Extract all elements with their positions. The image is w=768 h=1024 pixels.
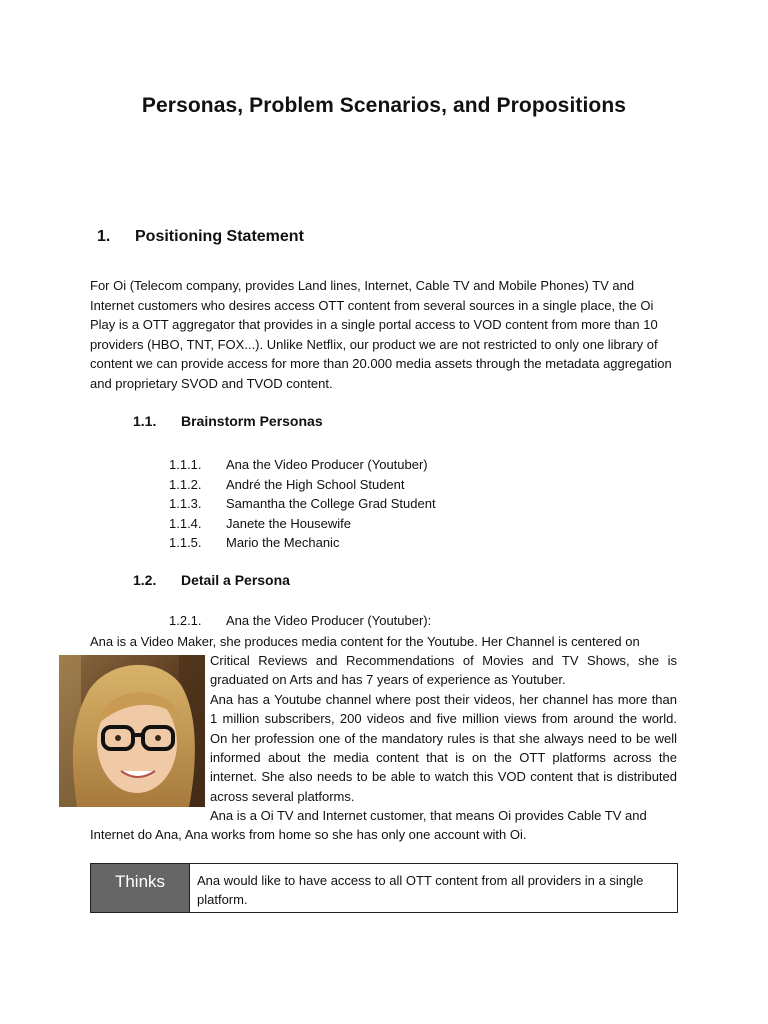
subsection-heading-brainstorm: [133, 413, 323, 429]
list-item-number: 1.1.5.: [169, 535, 202, 550]
list-item-text: Ana the Video Producer (Youtuber): [226, 457, 428, 472]
bio-end-line-2: Internet do Ana, Ana works from home so she has only one account with Oi.: [90, 827, 527, 843]
bio-paragraph-1: Critical Reviews and Recommendations of Movies and TV Shows, she is graduated on Arts and has 7 years of experience as Youtuber.: [210, 653, 677, 688]
list-item-number: 1.1.1.: [169, 457, 202, 472]
section-heading-text: Positioning Statement: [135, 228, 304, 245]
positioning-text: For Oi (Telecom company, provides Land lines, Internet, Cable TV and Mobile Phones) TV and Internet customers who desires access OTT content from several sources in a single place, the Oi Play is a OTT aggregator that provides in a single portal access to VOD content from more than 10 providers (HBO, TNT, FOX...). Unlike Netflix, our product we are not restricted to only one library of content we can provide access for more than 20.000 media assets through the metadata aggregation and proprietary SVOD and TVOD content.: [90, 278, 672, 391]
thinks-header-cell: Thinks: [91, 864, 190, 912]
list-item-text: Mario the Mechanic: [226, 535, 340, 550]
list-item-text: André the High School Student: [226, 476, 405, 492]
bio-paragraph-2: Ana has a Youtube channel where post their videos, her channel has more than 1 million subscribers, 200 videos and five million views from around the world. On her profession one of the mandatory rules is that she always need to be well informed about the media content that is on the OTT platforms across the internet. She also needs to be able to watch this VOD content that is distributed across several platforms.: [210, 691, 677, 804]
subsection-heading-text: Brainstorm Personas: [181, 413, 323, 429]
persona-list: [169, 455, 436, 553]
persona-photo: [59, 655, 205, 807]
bio-right-column: [210, 651, 677, 806]
bio-first-line: Ana is a Video Maker, she produces media content for the Youtube. Her Channel is centered on: [90, 634, 640, 649]
list-item: [169, 514, 436, 534]
subitem-number: 1.2.1.: [169, 613, 202, 628]
list-item: [169, 494, 436, 514]
list-item-number: 1.1.3.: [169, 496, 202, 511]
list-item: [169, 475, 436, 495]
list-item-number: 1.1.2.: [169, 476, 202, 492]
bio-end: [90, 806, 680, 845]
subsection-heading-detail: [133, 572, 290, 588]
persona-subheading: [169, 613, 431, 628]
bio-end-line-1: Ana is a Oi TV and Internet customer, that means Oi provides Cable TV and: [210, 808, 647, 823]
persona-portrait-image: [59, 655, 205, 807]
subsection-heading-text: Detail a Persona: [181, 572, 290, 588]
subitem-text: Ana the Video Producer (Youtuber):: [226, 613, 432, 628]
subsection-number: 1.1.: [133, 413, 157, 429]
list-item-number: 1.1.4.: [169, 515, 202, 531]
thinks-content-cell: Ana would like to have access to all OTT content from all providers in a single platform.: [197, 873, 644, 907]
subsection-number: 1.2.: [133, 572, 157, 588]
list-item: [169, 533, 436, 553]
section-number: 1.: [97, 228, 111, 245]
list-item-text: Janete the Housewife: [226, 515, 352, 531]
positioning-paragraph: [90, 276, 680, 394]
document-title: Personas, Problem Scenarios, and Propositions: [141, 94, 627, 117]
thinks-table: [90, 863, 678, 913]
list-item: [169, 455, 436, 475]
list-item-text: Samantha the College Grad Student: [226, 496, 436, 511]
section-heading-positioning: [97, 228, 304, 246]
